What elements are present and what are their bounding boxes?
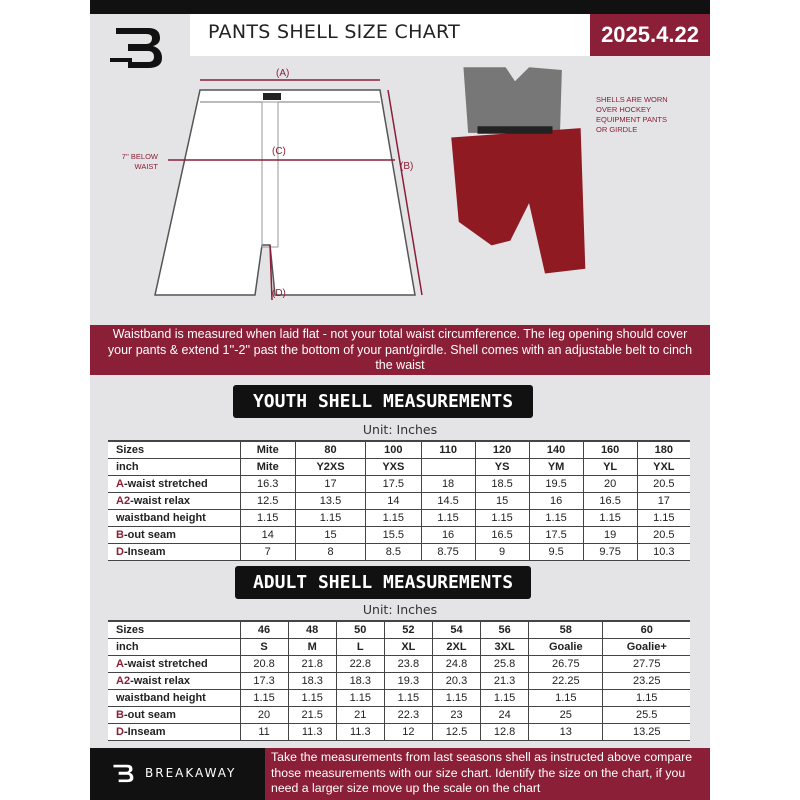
table-cell: 1.15 [295,509,365,526]
table-cell: 27.75 [603,655,690,672]
table-cell: 16.5 [583,492,637,509]
table-cell: 1.15 [603,689,690,706]
table-cell: 48 [288,621,336,638]
table-row [108,441,690,458]
table-cell: 1.15 [529,689,603,706]
shorts-diagram [150,60,450,310]
table-cell: 110 [421,441,475,458]
table-row [108,723,690,740]
table-cell: YM [529,458,583,475]
table-cell: 21.8 [288,655,336,672]
label-text: waistband height [116,511,206,524]
table-cell: 10.3 [637,543,690,560]
table-cell: 23.25 [603,672,690,689]
table-cell: 21 [336,706,384,723]
label-text: -waist stretched [123,477,208,490]
table-row [108,706,690,723]
table-cell: 180 [637,441,690,458]
table-cell: 11.3 [288,723,336,740]
table-cell: Mite [240,458,295,475]
label-text: inch [116,640,139,653]
row-label [108,492,240,509]
youth-table [108,440,690,561]
row-label [108,441,240,458]
table-cell: 14 [366,492,421,509]
footer-logo [110,760,136,786]
table-row [108,492,690,509]
table-cell: 15.5 [366,526,421,543]
table-cell: 120 [475,441,529,458]
table-cell: 20.8 [240,655,288,672]
table-cell: 18 [421,475,475,492]
table-cell: 16.5 [475,526,529,543]
row-label [108,672,240,689]
table-cell: 11.3 [336,723,384,740]
table-cell: 9.75 [583,543,637,560]
table-cell: 1.15 [475,509,529,526]
label-text: inch [116,460,139,473]
table-cell: 13.25 [603,723,690,740]
youth-unit: Unit: Inches [362,422,438,437]
table-cell: 22.3 [384,706,432,723]
pants-photo [440,55,590,295]
table-cell: 17 [637,492,690,509]
table-cell: 1.15 [637,509,690,526]
table-cell: 17 [295,475,365,492]
table-cell: 17.3 [240,672,288,689]
label-a: (A) [276,68,290,79]
table-cell: 22.25 [529,672,603,689]
table-cell: 24.8 [432,655,480,672]
table-cell: 1.15 [366,509,421,526]
table-cell: 22.8 [336,655,384,672]
table-row [108,655,690,672]
table-cell: 54 [432,621,480,638]
table-cell: 2XL [432,638,480,655]
table-cell: 7 [240,543,295,560]
table-cell: 56 [481,621,529,638]
page-title: PANTS SHELL SIZE CHART [190,14,590,56]
table-cell: Mite [240,441,295,458]
table-cell: S [240,638,288,655]
table-cell: 20 [583,475,637,492]
table-cell: Y2XS [295,458,365,475]
table-cell: 18.5 [475,475,529,492]
table-cell: 20.5 [637,475,690,492]
table-cell: 46 [240,621,288,638]
measure-letter: A2 [116,494,131,507]
table-cell: 16 [529,492,583,509]
table-cell: L [336,638,384,655]
table-row [108,672,690,689]
table-cell: 8.75 [421,543,475,560]
table-cell: 15 [475,492,529,509]
table-cell: 20.3 [432,672,480,689]
table-cell: YL [583,458,637,475]
row-label [108,706,240,723]
table-cell: 25.8 [481,655,529,672]
table-cell: 50 [336,621,384,638]
table-cell: 20.5 [637,526,690,543]
measure-letter: B [116,708,124,721]
table-cell: 16.3 [240,475,295,492]
label-text: -waist relax [130,674,190,687]
table-cell: 18.3 [288,672,336,689]
label-text: -waist stretched [123,657,208,670]
table-cell: 3XL [481,638,529,655]
table-cell: 19.3 [384,672,432,689]
row-label [108,621,240,638]
measure-letter: B [116,528,124,541]
adult-table [108,620,690,741]
label-text: waistband height [116,691,206,704]
label-d: (D) [272,288,286,299]
table-cell: 1.15 [288,689,336,706]
footer-instructions: Take the measurements from last seasons shell as instructed above compare those measurements with our size chart. Identify the size on the chart, if you need a larger size move up the scale on the chart [265,748,710,800]
table-cell: 23 [432,706,480,723]
table-cell: 1.15 [421,509,475,526]
table-row [108,689,690,706]
row-label [108,723,240,740]
label-text: -Inseam [123,725,166,738]
below-waist-note: 7'' BELOW WAIST [121,152,158,171]
table-cell: 9 [475,543,529,560]
label-text: Sizes [116,443,145,456]
table-cell: 8 [295,543,365,560]
top-bar [90,0,710,14]
date-badge: 2025.4.22 [590,14,710,56]
table-cell: 80 [295,441,365,458]
measure-letter: A [116,477,124,490]
table-cell: Goalie+ [603,638,690,655]
table-cell: 14 [240,526,295,543]
youth-title: YOUTH SHELL MEASUREMENTS [233,385,533,418]
table-row [108,509,690,526]
measure-letter: D [116,545,124,558]
table-cell: 1.15 [529,509,583,526]
table-cell: 12 [384,723,432,740]
table-cell: 17.5 [529,526,583,543]
measure-letter: D [116,725,124,738]
table-cell: YS [475,458,529,475]
row-label [108,475,240,492]
table-cell: M [288,638,336,655]
table-cell: 13.5 [295,492,365,509]
table-cell: 140 [529,441,583,458]
table-cell: 9.5 [529,543,583,560]
table-cell: 17.5 [366,475,421,492]
table-cell: 19 [583,526,637,543]
label-text: Sizes [116,623,145,636]
size-chart-page [90,0,710,800]
row-label [108,458,240,475]
table-cell: 21.5 [288,706,336,723]
table-cell: 1.15 [583,509,637,526]
table-cell: 12.5 [432,723,480,740]
label-text: -out seam [123,708,176,721]
adult-title: ADULT SHELL MEASUREMENTS [235,566,531,599]
adult-unit: Unit: Inches [362,602,438,617]
measurement-banner: Waistband is measured when laid flat - not your total waist circumference. The leg opening should cover your pants & extend 1''-2'' past the bottom of your pant/girdle. Shell comes with an adjustable belt to cinch the waist [90,325,710,375]
table-row [108,638,690,655]
table-row [108,526,690,543]
table-cell: 160 [583,441,637,458]
table-cell: 16 [421,526,475,543]
table-cell: 24 [481,706,529,723]
label-c: (C) [272,146,286,157]
table-cell: 19.5 [529,475,583,492]
table-cell: 60 [603,621,690,638]
row-label [108,526,240,543]
table-row [108,543,690,560]
table-cell: 20 [240,706,288,723]
table-cell: 12.8 [481,723,529,740]
table-cell: 1.15 [481,689,529,706]
table-cell: 1.15 [432,689,480,706]
row-label [108,509,240,526]
table-cell: 12.5 [240,492,295,509]
table-row [108,458,690,475]
table-cell: 1.15 [336,689,384,706]
table-cell: 52 [384,621,432,638]
table-row [108,475,690,492]
table-cell [421,458,475,475]
table-row [108,621,690,638]
table-cell: 26.75 [529,655,603,672]
table-cell: 15 [295,526,365,543]
row-label [108,655,240,672]
table-cell: 1.15 [240,509,295,526]
table-cell: 8.5 [366,543,421,560]
table-cell: 11 [240,723,288,740]
table-cell: Goalie [529,638,603,655]
table-cell: 25.5 [603,706,690,723]
table-cell: XL [384,638,432,655]
measure-letter: A [116,657,124,670]
table-cell: 1.15 [240,689,288,706]
label-text: -waist relax [130,494,190,507]
table-cell: 23.8 [384,655,432,672]
measure-letter: A2 [116,674,131,687]
table-cell: 100 [366,441,421,458]
row-label [108,543,240,560]
brand-name: BREAKAWAY [145,766,237,780]
table-cell: YXS [366,458,421,475]
row-label [108,689,240,706]
table-cell: 13 [529,723,603,740]
table-cell: 25 [529,706,603,723]
label-text: -out seam [123,528,176,541]
shell-note: SHELLS ARE WORN OVER HOCKEY EQUIPMENT PANTS OR GIRDLE [596,95,668,134]
table-cell: 21.3 [481,672,529,689]
table-cell: YXL [637,458,690,475]
label-b: (B) [400,161,414,172]
row-label [108,638,240,655]
table-cell: 58 [529,621,603,638]
table-cell: 14.5 [421,492,475,509]
table-cell: 18.3 [336,672,384,689]
footer-brand [90,748,265,800]
label-text: -Inseam [123,545,166,558]
table-cell: 1.15 [384,689,432,706]
